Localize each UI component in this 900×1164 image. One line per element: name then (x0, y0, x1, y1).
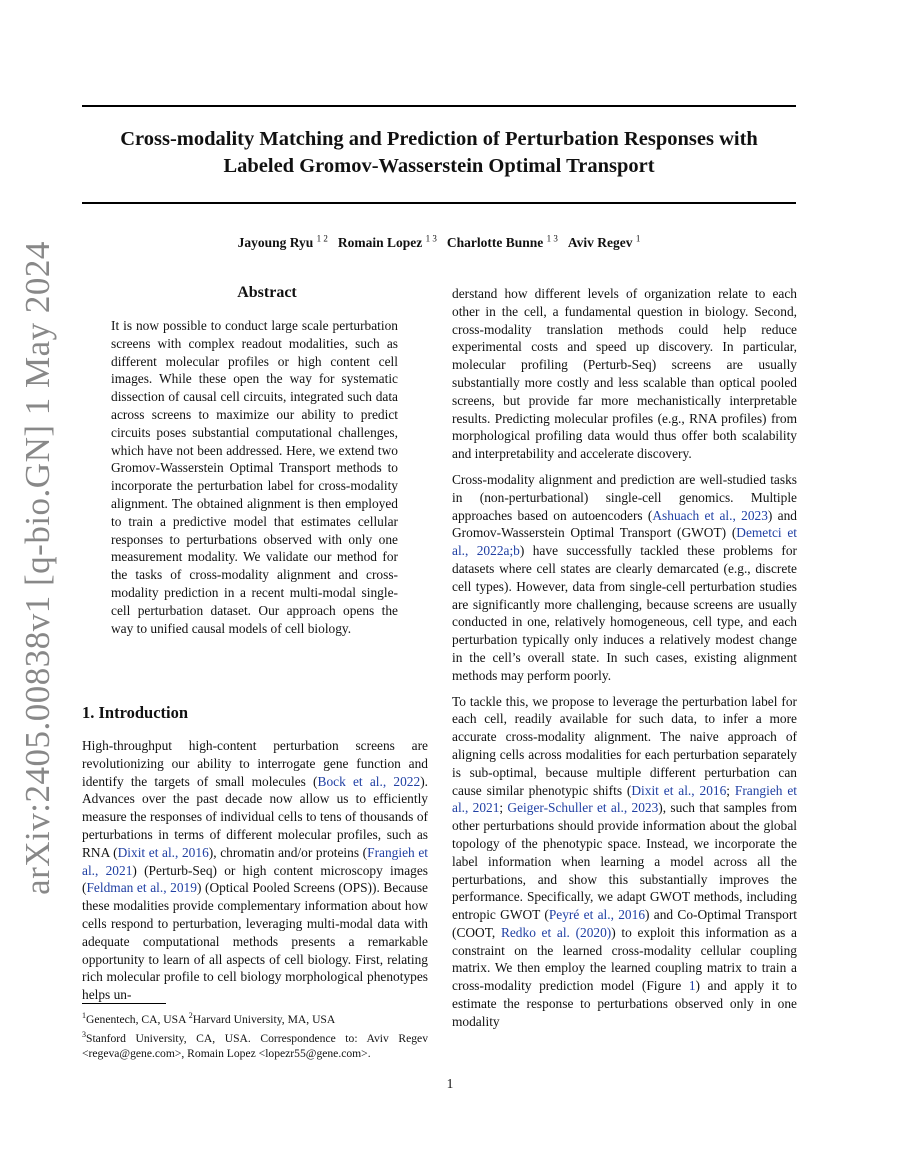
citation-link[interactable]: Frangieh et al., 2021 (452, 782, 797, 816)
citation-link[interactable]: Bock et al., 2022 (317, 773, 421, 789)
paragraph: To tackle this, we propose to leverage the perturbation label for each cell, readily available for such data, to infer a more accurate cross-modality alignment. The naive approach of aligning cells across modalities for each perturbation separately is sub-optimal, because multiple different perturbation can cause similar phenotypic shifts (Dixit et al., 2016; Frangieh et al., 2021; Geiger-Schuller et al., 2023), such that samples from other perturbations should provide information about the global topology of the phenotypic space. Instead, we incorporate the label information when learning a model across all the perturbations, and show this substantially improves the performance. Specifically, we adapt GWOT methods, including entropic GWOT (Peyré et al., 2016) and Co-Optimal Transport (COOT, Redko et al. (2020)) to exploit this information as a constraint on the learned cross-modality cellular coupling matrix. We then employ the learned coupling matrix to train a cross-modality prediction model (Figure 1) and apply it to estimate the response to perturbations observed only in one modality (452, 693, 797, 1029)
citation-link[interactable]: 1 (688, 978, 696, 994)
right-column (452, 285, 797, 1039)
citation-link[interactable]: Feldman et al., 2019 (86, 880, 197, 896)
citation-link[interactable]: Redko et al. (2020) (500, 924, 612, 940)
title-bottom-rule (82, 202, 796, 204)
citation-link[interactable]: Geiger-Schuller et al., 2023 (507, 800, 659, 816)
citation-link[interactable]: Dixit et al., 2016 (117, 844, 209, 860)
page-number: 1 (446, 1076, 454, 1091)
author-name: Aviv Regev $^1$ (567, 233, 641, 250)
citation-link[interactable]: Ashuach et al., 2023 (652, 507, 768, 523)
section-heading-introduction: 1. Introduction (82, 703, 189, 722)
affiliation-marker: 3 (82, 1029, 86, 1039)
citation-link[interactable]: Peyré et al., 2016 (548, 907, 646, 923)
paper-title (82, 126, 796, 180)
citation-link[interactable]: Dixit et al., 2016 (631, 782, 727, 798)
abstract-text: It is now possible to conduct large scale perturbation screens with complex readout modalities, such as different molecular profiles or high content cell images. While these open the way for systematic dissection of causal cell circuits, integrated such data across screens to maximize our ability to predict circuits poses substantial computational challenges, which have not been addressed. Here, we extend two Gromov-Wasserstein Optimal Transport methods to incorporate the perturbation label for cross-modality alignment. The obtained alignment is then employed to train a predictive model that estimates cellular responses to perturbations observed with only one measurement modality. We validate our method for the tasks of cross-modality alignment and cross-modality prediction in a recent multi-modal single-cell perturbation dataset. Our approach opens the way to unified causal models of cell biology. (111, 318, 398, 636)
title-top-rule (82, 105, 796, 107)
author-affiliation: 1 2 (316, 233, 328, 243)
footnote: $^1$Genentech, CA, USA $^2$Harvard University, MA, USA $^3$Stanford University, CA, USA. Correspondence to: Aviv Regev <regeva@gene.com>, Romain Lopez <lopezr55@gene.com>. (82, 1011, 428, 1060)
footnote-rule (82, 1003, 166, 1004)
author-affiliation: 1 (635, 233, 641, 243)
title-line-2: Labeled Gromov-Wasserstein Optimal Transport (223, 155, 655, 177)
citation-link[interactable]: Demetci et al., 2022a;b (452, 525, 797, 559)
introduction-paragraph: High-throughput high-content perturbation screens are revolutionizing our ability to interrogate gene function and identify the targets of small molecules (Bock et al., 2022). Advances over the past decade now allow us to efficiently measure the responses of individual cells to tens of thousands of perturbations in terms of different molecular profiles, such as RNA (Dixit et al., 2016), chromatin and/or proteins (Frangieh et al., 2021) (Perturb-Seq) or high content microscopy images (Feldman et al., 2019) (Optical Pooled Screens (OPS)). Because these modalities provide complementary information about how cells respond to perturbation, leveraging multi-modal data with adequate computational methods presents a remarkable opportunity to learn of all aspects of cell biology. First, relating rich molecular profile to cell biology morphological phenotypes helps un- (82, 738, 428, 1003)
author-name: Jayoung Ryu $^{1 2}$ (237, 233, 328, 250)
author-affiliation: 1 3 (425, 233, 437, 243)
author-name: Romain Lopez $^{1 3}$ (337, 233, 437, 250)
paragraph: derstand how different levels of organization relate to each other in the cell, a fundamental question in biology. Second, cross-modality translation methods could help reduce experimental costs and speed up discovery. In particular, molecular profiling (Perturb-Seq) screens are usually substantially more costly and less scalable than optical pooled screens, but provide far more mechanistically interpretable results. Predicting molecular profiles (e.g., RNA profiles) from morphological profiling data would thus offer both scalability and interpretability and accelerate discovery. (452, 286, 797, 462)
author-name: Charlotte Bunne $^{1 3}$ (446, 233, 558, 250)
author-affiliation: 1 3 (546, 233, 558, 243)
citation-link[interactable]: Frangieh et al., 2021 (82, 844, 428, 878)
abstract-heading: Abstract (237, 284, 297, 301)
paragraph: Cross-modality alignment and prediction are well-studied tasks in (non-perturbational) single-cell genomics. Multiple approaches based on autoencoders (Ashuach et al., 2023) and Gromov-Wasserstein Optimal Transport (GWOT) (Demetci et al., 2022a;b) have successfully tackled these problems for datasets where cell states are clearly demarcated (e.g., discrete cell types). However, data from single-cell perturbation studies are significantly more challenging, because screens are usually conducted in one, relatively homogeneous, cell type, and each perturbation typically only induces a relatively modest change in the cell’s overall state. In such cases, existing alignment methods may perform poorly. (452, 471, 797, 683)
affiliation-marker: 1 (82, 1011, 86, 1020)
arxiv-stamp: arXiv:2405.00838v1 [q-bio.GN] 1 May 2024 (18, 241, 57, 895)
author-list (82, 233, 796, 251)
affiliation-marker: 2 (188, 1011, 193, 1020)
title-line-1: Cross-modality Matching and Prediction of Perturbation Responses with (120, 128, 758, 150)
